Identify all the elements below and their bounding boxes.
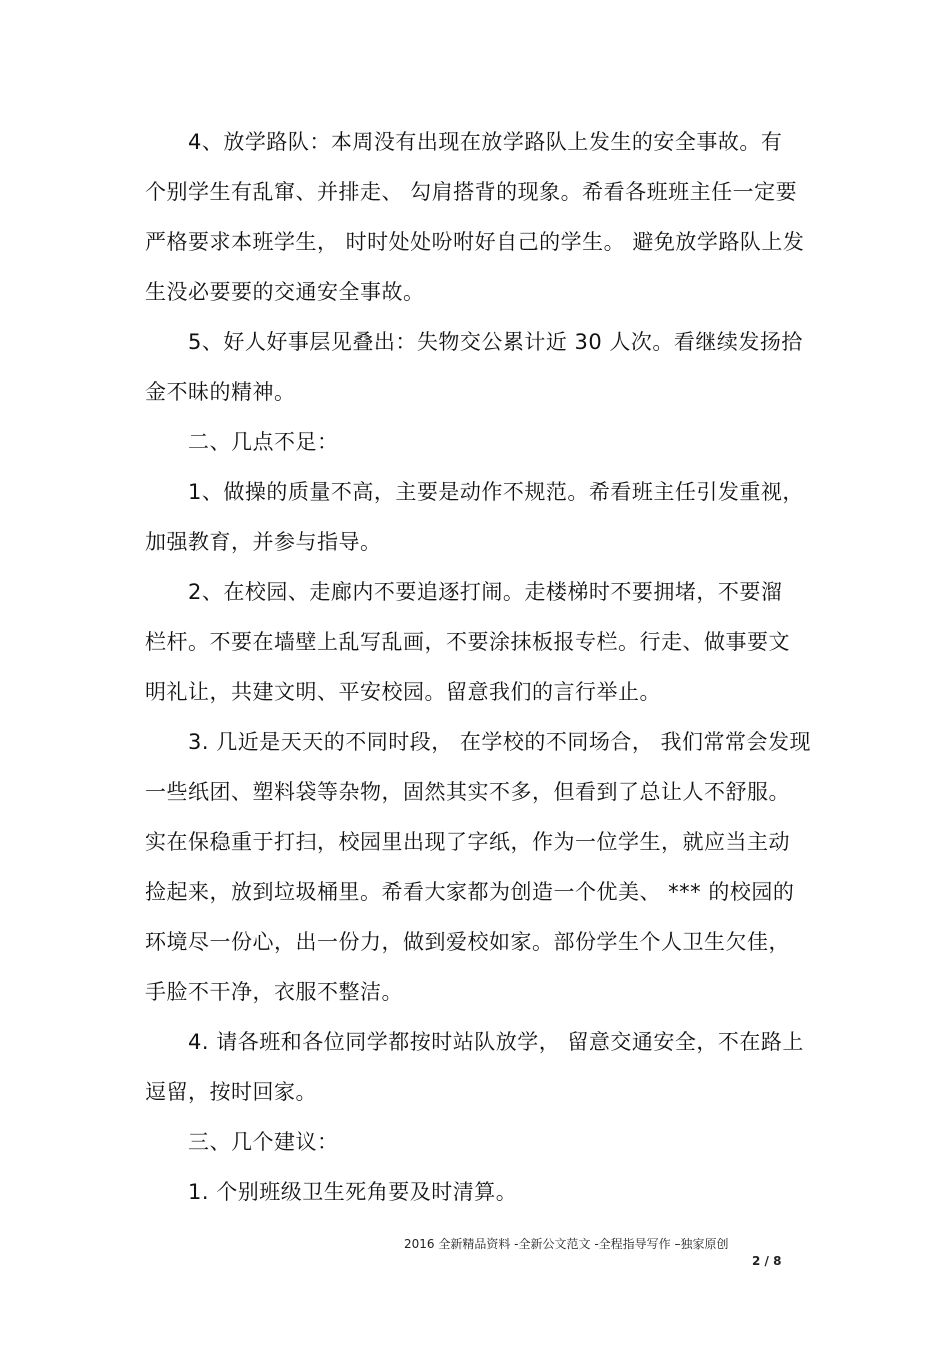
- text-line: 手脸不干净，衣服不整洁。: [145, 980, 403, 1004]
- text-line: 个别学生有乱窜、并排走、 勾肩搭背的现象。希看各班班主任一定要: [145, 180, 798, 204]
- text-line: 1. 个别班级卫生死角要及时清算。: [188, 1180, 518, 1204]
- text-line: 4、放学路队：本周没有出现在放学路队上发生的安全事故。有: [188, 130, 783, 154]
- section-heading: 二、几点不足：: [188, 430, 339, 454]
- text-line: 捡起来，放到垃圾桶里。希看大家都为创造一个优美、 *** 的校园的: [145, 880, 795, 904]
- text-line: 一些纸团、塑料袋等杂物，固然其实不多，但看到了总让人不舒服。: [145, 780, 790, 804]
- text-line: 实在保稳重于打扫，校园里出现了字纸，作为一位学生，就应当主动: [145, 830, 790, 854]
- text-line: 逗留，按时回家。: [145, 1080, 317, 1104]
- text-line: 明礼让，共建文明、平安校园。留意我们的言行举止。: [145, 680, 661, 704]
- text-line: 生没必要要的交通安全事故。: [145, 280, 425, 304]
- section-heading: 三、几个建议：: [188, 1130, 339, 1154]
- text-line: 4. 请各班和各位同学都按时站队放学， 留意交通安全，不在路上: [188, 1030, 804, 1054]
- text-line: 严格要求本班学生， 时时处处吩咐好自己的学生。 避免放学路队上发: [145, 230, 805, 254]
- text-line: 1、做操的质量不高，主要是动作不规范。希看班主任引发重视，: [188, 480, 804, 504]
- text-line: 加强教育，并参与指导。: [145, 530, 382, 554]
- text-line: 5、好人好事层见叠出：失物交公累计近 30 人次。看继续发扬拾: [188, 330, 803, 354]
- page-number: 2 / 8: [752, 1254, 782, 1268]
- text-line: 环境尽一份心，出一份力，做到爱校如家。部份学生个人卫生欠佳，: [145, 930, 790, 954]
- text-line: 栏杆。不要在墙壁上乱写乱画，不要涂抹板报专栏。行走、做事要文: [145, 630, 790, 654]
- text-line: 3. 几近是天天的不同时段， 在学校的不同场合， 我们常常会发现: [188, 730, 812, 754]
- text-line: 2、在校园、走廊内不要追逐打闹。走楼梯时不要拥堵，不要溜: [188, 580, 783, 604]
- text-line: 金不昧的精神。: [145, 380, 296, 404]
- page-footer: 2016 全新精品资料 -全新公文范文 -全程指导写作 –独家原创: [404, 1237, 729, 1251]
